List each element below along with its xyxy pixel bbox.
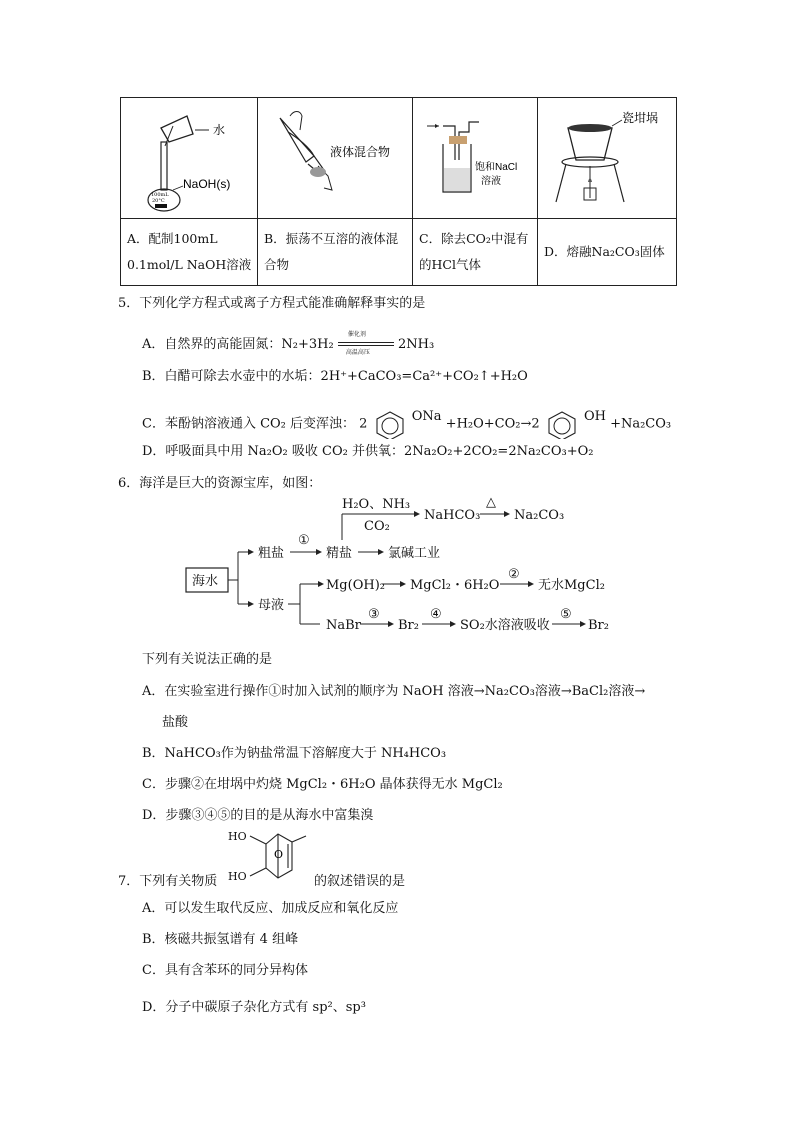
svg-text:MgCl₂・6H₂O: MgCl₂・6H₂O [410, 578, 500, 593]
svg-text:△: △ [486, 495, 496, 510]
q7-option-b: B．核磁共振氢谱有 4 组峰 [142, 932, 299, 947]
caption-line-1: C．除去CO₂中混有 [419, 231, 529, 246]
svg-text:Br₂: Br₂ [588, 618, 609, 633]
svg-text:Br₂: Br₂ [398, 618, 419, 633]
cell-d-image [538, 98, 677, 219]
volumetric-flask-diagram [121, 98, 257, 214]
q6-option-c: C．步骤②在坩埚中灼烧 MgCl₂・6H₂O 晶体获得无水 MgCl₂ [142, 777, 503, 792]
svg-text:③: ③ [368, 607, 380, 622]
svg-text:CO₂: CO₂ [364, 519, 390, 534]
q5-option-c [142, 409, 671, 439]
svg-text:Na₂CO₃: Na₂CO₃ [514, 508, 565, 523]
cell-a-image [121, 98, 258, 219]
svg-text:100mL: 100mL [151, 192, 169, 198]
q6-stem: 6．海洋是巨大的资源宝库，如图： [118, 476, 322, 491]
svg-text:SO₂水溶液吸收: SO₂水溶液吸收 [460, 618, 550, 633]
q5-option-c-coefficient: 2 [359, 416, 368, 432]
q5-option-c-oh: OH [583, 408, 606, 424]
option-d-caption [538, 219, 677, 286]
caption-line-2: 0.1mol/L NaOH溶液 [127, 257, 252, 272]
cell-c-image [413, 98, 538, 219]
q6-option-b: B．NaHCO₃作为钠盐常温下溶解度大于 NH₄HCO₃ [142, 746, 447, 761]
q6-option-a-line1: A．在实验室进行操作①时加入试剂的顺序为 NaOH 溶液→Na₂CO₃溶液→BaCl₂溶液→ [142, 684, 646, 699]
caption-line-1: D．熔融Na₂CO₃固体 [544, 244, 665, 259]
q5-option-a [142, 330, 435, 356]
bicyclic-molecule-structure [228, 826, 318, 888]
svg-text:④: ④ [430, 607, 442, 622]
benzene-ring-icon [544, 409, 580, 439]
q6-option-a-line2: 盐酸 [162, 715, 189, 730]
caption-line-1: A．配制100mL [127, 231, 218, 246]
q5-option-a-text: A．自然界的高能固氮：N₂+3H₂ [142, 337, 334, 352]
svg-text:O: O [274, 848, 284, 861]
svg-text:水: 水 [213, 123, 226, 137]
gas-washing-bottle-diagram [413, 98, 537, 214]
svg-text:①: ① [298, 533, 310, 548]
svg-text:⑤: ⑤ [560, 607, 572, 622]
q5-option-c-end: +Na₂CO₃ [610, 416, 672, 432]
svg-text:20°C: 20°C [152, 198, 165, 204]
q6-option-d: D．步骤③④⑤的目的是从海水中富集溴 [142, 808, 374, 823]
caption-line-2: 的HCl气体 [419, 257, 481, 272]
svg-text:瓷坩埚: 瓷坩埚 [622, 111, 659, 125]
crucible-tripod-diagram [538, 98, 676, 214]
q7-stem-pre: 7．下列有关物质 [118, 874, 218, 889]
q6-question: 下列有关说法正确的是 [142, 652, 273, 667]
svg-text:母液: 母液 [258, 598, 285, 613]
svg-text:液体混合物: 液体混合物 [330, 145, 391, 159]
q7-option-a: A．可以发生取代反应、加成反应和氧化反应 [142, 901, 399, 916]
q5-option-c-text: C．苯酚钠溶液通入 CO₂ 后变浑浊： [142, 416, 356, 432]
svg-text:粗盐: 粗盐 [258, 546, 285, 561]
svg-text:NaBr: NaBr [326, 618, 361, 633]
separatory-funnel-diagram [258, 98, 412, 214]
option-b-caption [258, 219, 413, 286]
svg-text:HO: HO [228, 830, 247, 843]
option-c-caption [413, 219, 538, 286]
svg-text:饱和NaCl: 饱和NaCl [475, 162, 518, 173]
seawater-flow-diagram [180, 492, 620, 642]
caption-line-1: B．振荡不互溶的液体混 [264, 231, 399, 246]
svg-text:NaOH(s): NaOH(s) [183, 177, 231, 191]
q5-option-a-product: 2NH₃ [397, 337, 435, 352]
benzene-ring-icon [372, 409, 408, 439]
arrow-condition-top: 催化剂 [347, 330, 366, 338]
svg-text:NaHCO₃: NaHCO₃ [424, 508, 481, 523]
svg-text:H₂O、NH₃: H₂O、NH₃ [342, 497, 411, 512]
q5-option-c-middle: +H₂O+CO₂→2 [445, 416, 540, 432]
q7-option-c: C．具有含苯环的同分异构体 [142, 963, 308, 978]
svg-text:无水MgCl₂: 无水MgCl₂ [538, 578, 605, 593]
svg-text:HO: HO [228, 870, 247, 883]
svg-text:Mg(OH)₂: Mg(OH)₂ [326, 578, 385, 593]
option-a-caption [121, 219, 258, 286]
reversible-arrow [338, 330, 394, 356]
svg-text:溶液: 溶液 [481, 176, 501, 187]
caption-line-2: 合物 [264, 257, 290, 272]
cell-b-image [258, 98, 413, 219]
q5-option-c-ona: ONa [411, 408, 442, 424]
arrow-condition-bottom: 高温高压 [345, 348, 370, 356]
q7-option-d: D．分子中碳原子杂化方式有 sp²、sp³ [142, 1000, 366, 1015]
q7-stem-post: 的叙述错误的是 [314, 874, 406, 889]
svg-text:海水: 海水 [192, 574, 219, 589]
q5-option-b: B．白醋可除去水壶中的水垢：2H⁺+CaCO₃=Ca²⁺+CO₂↑+H₂O [142, 369, 528, 384]
svg-text:②: ② [508, 567, 520, 582]
svg-text:氯碱工业: 氯碱工业 [388, 546, 441, 561]
q5-option-d: D．呼吸面具中用 Na₂O₂ 吸收 CO₂ 并供氧：2Na₂O₂+2CO₂=2Na₂CO₃+O₂ [142, 444, 594, 459]
svg-text:精盐: 精盐 [326, 546, 353, 561]
q5-stem: 5．下列化学方程式或离子方程式能准确解释事实的是 [118, 296, 426, 311]
experiment-table [120, 97, 677, 286]
